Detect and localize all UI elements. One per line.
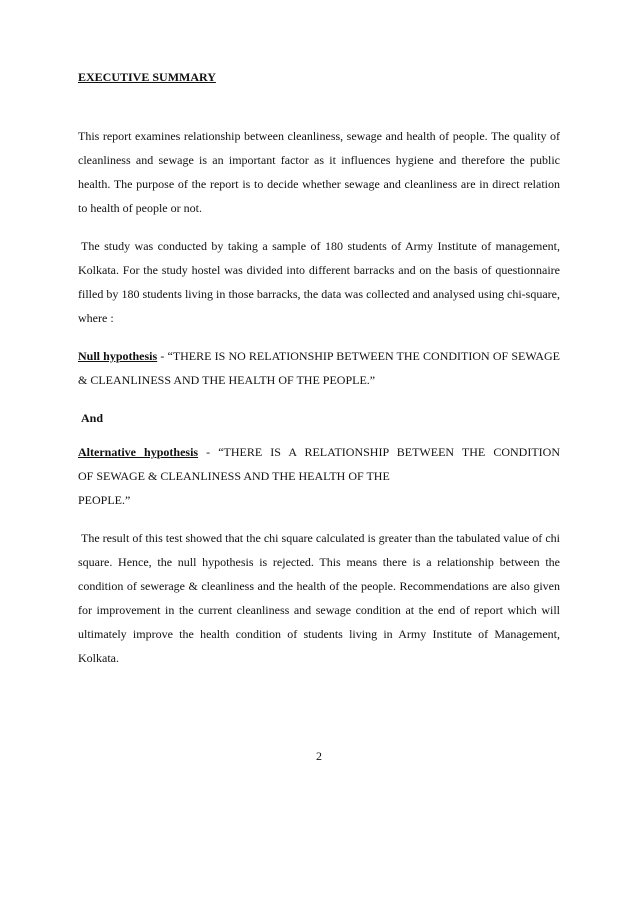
intro-paragraph: This report examines relationship between cleanliness, sewage and health of people. The quality of cleanliness and sewage is an important factor as it influences hygiene and therefore the public health. The purpose of the report is to decide whether sewage and cleanliness are in direct relation to health of people or not. bbox=[78, 129, 560, 215]
alternative-hypothesis-label: Alternative hypothesis bbox=[78, 445, 199, 459]
page-number: 2 bbox=[316, 749, 322, 763]
and-connector: And bbox=[81, 411, 104, 425]
null-hypothesis-text: - “THERE IS NO RELATIONSHIP BETWEEN THE CONDITION OF SEWAGE & CLEANLINESS AND THE HEALTH OF THE PEOPLE.” bbox=[78, 349, 560, 387]
null-hypothesis-paragraph bbox=[78, 344, 560, 392]
alternative-hypothesis-line-2: OF SEWAGE & CLEANLINESS AND THE HEALTH OF THE bbox=[78, 469, 390, 483]
section-title: EXECUTIVE SUMMARY bbox=[78, 70, 216, 84]
null-hypothesis-label: Null hypothesis bbox=[78, 349, 158, 363]
study-paragraph: The study was conducted by taking a sample of 180 students of Army Institute of management, Kolkata. For the study hostel was divided into different barracks and on the basis of questionnaire filled by 180 students living in those barracks, the data was collected and analysed using chi-square, where : bbox=[78, 239, 560, 325]
result-paragraph: The result of this test showed that the chi square calculated is greater than the tabulated value of chi square. Hence, the null hypothesis is rejected. This means there is a relationship between the condition of sewerage & cleanliness and the health of the people. Recommendations are also given for improvement in the current cleanliness and sewage condition at the end of report which will ultimately improve the health condition of students living in Army Institute of Management, Kolkata. bbox=[78, 531, 560, 665]
page-content bbox=[78, 68, 560, 684]
alternative-hypothesis-text-1: - “THERE IS A RELATIONSHIP BETWEEN THE CONDITION bbox=[198, 445, 560, 459]
alternative-hypothesis-line-1 bbox=[78, 440, 560, 464]
alternative-hypothesis-line-3: PEOPLE.” bbox=[78, 493, 131, 507]
alternative-hypothesis-paragraph bbox=[78, 440, 560, 512]
